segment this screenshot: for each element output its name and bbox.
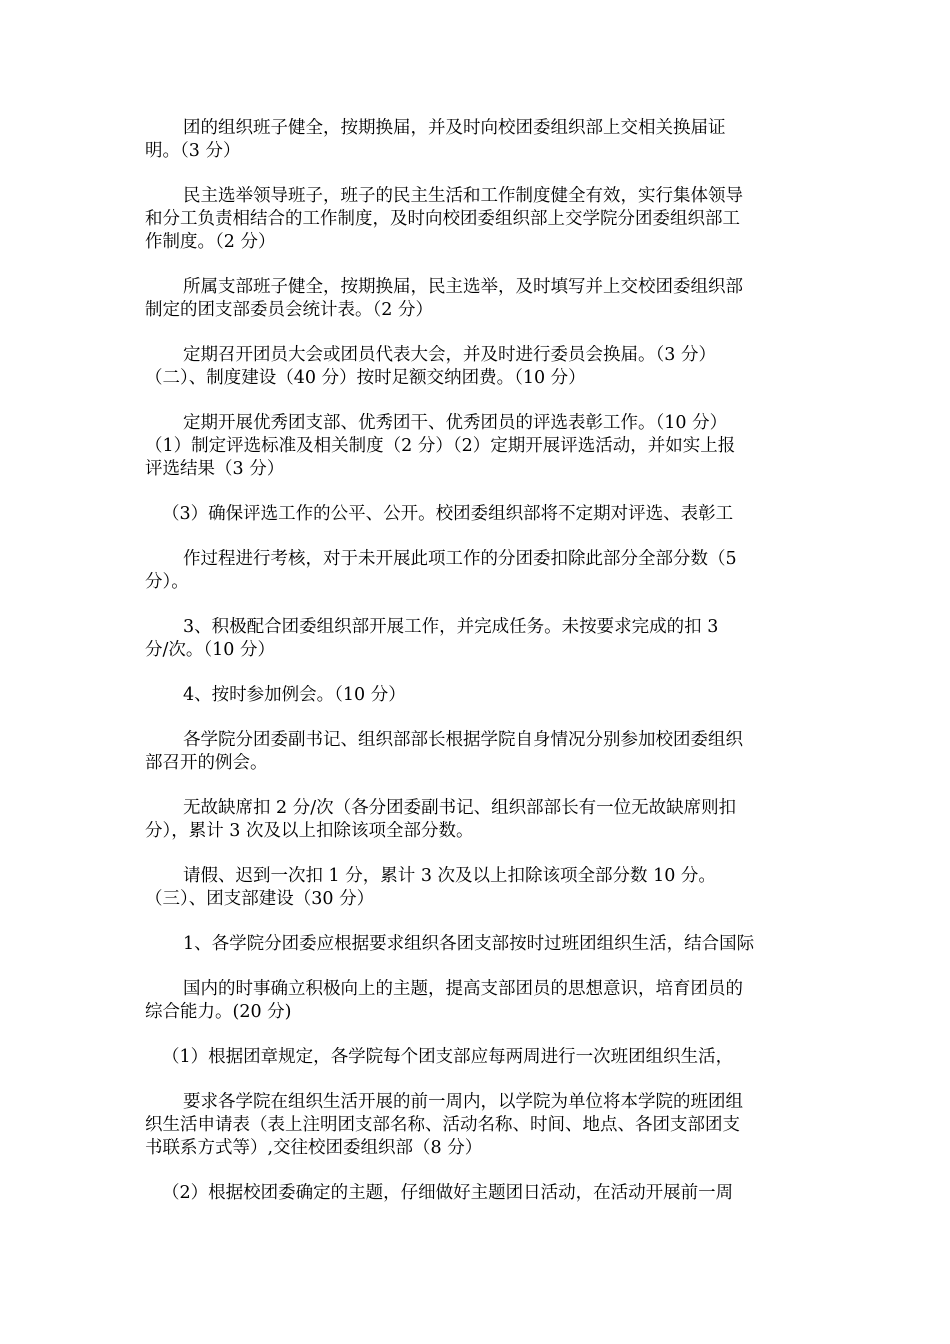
text-line: 团的组织班子健全，按期换届，并及时向校团委组织部上交相关换届证 xyxy=(183,118,726,138)
text-line: 所属支部班子健全，按期换届，民主选举，及时填写并上交校团委组织部 xyxy=(183,277,743,297)
text-line: （1）根据团章规定，各学院每个团支部应每两周进行一次班团组织生活， xyxy=(162,1047,734,1067)
text-line: 作制度。（2 分） xyxy=(145,232,276,252)
text-line: 书联系方式等）,交往校团委组织部（8 分） xyxy=(145,1138,483,1158)
text-line: （2）根据校团委确定的主题，仔细做好主题团日活动，在活动开展前一周 xyxy=(162,1183,734,1203)
text-line: 和分工负责相结合的工作制度，及时向校团委组织部上交学院分团委组织部工 xyxy=(145,209,740,229)
text-line: 明。（3 分） xyxy=(145,141,241,161)
text-line: 要求各学院在组织生活开展的前一周内，以学院为单位将本学院的班团组 xyxy=(183,1092,743,1112)
text-line: 4、按时参加例会。（10 分） xyxy=(183,685,406,705)
section-heading: （二）、制度建设（40 分）按时足额交纳团费。（10 分） xyxy=(145,368,586,388)
text-line: （3）确保评选工作的公平、公开。校团委组织部将不定期对评选、表彰工 xyxy=(162,504,734,524)
text-line: 1、各学院分团委应根据要求组织各团支部按时过班团组织生活，结合国际 xyxy=(183,934,755,954)
text-line: 国内的时事确立积极向上的主题，提高支部团员的思想意识，培育团员的 xyxy=(183,979,743,999)
text-line: 综合能力。(20 分) xyxy=(145,1002,292,1022)
text-line: 织生活申请表（表上注明团支部名称、活动名称、时间、地点、各团支部团支 xyxy=(145,1115,740,1135)
text-line: （1）制定评选标准及相关制度（2 分）（2）定期开展评选活动，并如实上报 xyxy=(145,436,736,456)
text-line: 定期召开团员大会或团员代表大会，并及时进行委员会换届。（3 分） xyxy=(183,345,716,365)
text-line: 评选结果（3 分） xyxy=(145,459,285,479)
section-heading: （三）、团支部建设（30 分） xyxy=(145,889,375,909)
text-line: 无故缺席扣 2 分/次（各分团委副书记、组织部部长有一位无故缺席则扣 xyxy=(183,798,737,818)
text-line: 部召开的例会。 xyxy=(145,753,268,773)
text-line: 请假、迟到一次扣 1 分，累计 3 次及以上扣除该项全部分数 10 分。 xyxy=(183,866,716,886)
text-line: 民主选举领导班子，班子的民主生活和工作制度健全有效，实行集体领导 xyxy=(183,186,743,206)
text-line: 制定的团支部委员会统计表。（2 分） xyxy=(145,300,433,320)
text-line: 定期开展优秀团支部、优秀团干、优秀团员的评选表彰工作。（10 分） xyxy=(183,413,728,433)
text-line: 作过程进行考核，对于未开展此项工作的分团委扣除此部分全部分数（5 xyxy=(183,549,737,569)
text-line: 3、积极配合团委组织部开展工作，并完成任务。未按要求完成的扣 3 xyxy=(183,617,719,637)
text-line: 各学院分团委副书记、组织部部长根据学院自身情况分别参加校团委组织 xyxy=(183,730,743,750)
text-line: 分），累计 3 次及以上扣除该项全部分数。 xyxy=(145,821,474,841)
text-line: 分/次。（10 分） xyxy=(145,640,275,660)
text-line: 分）。 xyxy=(145,572,189,592)
